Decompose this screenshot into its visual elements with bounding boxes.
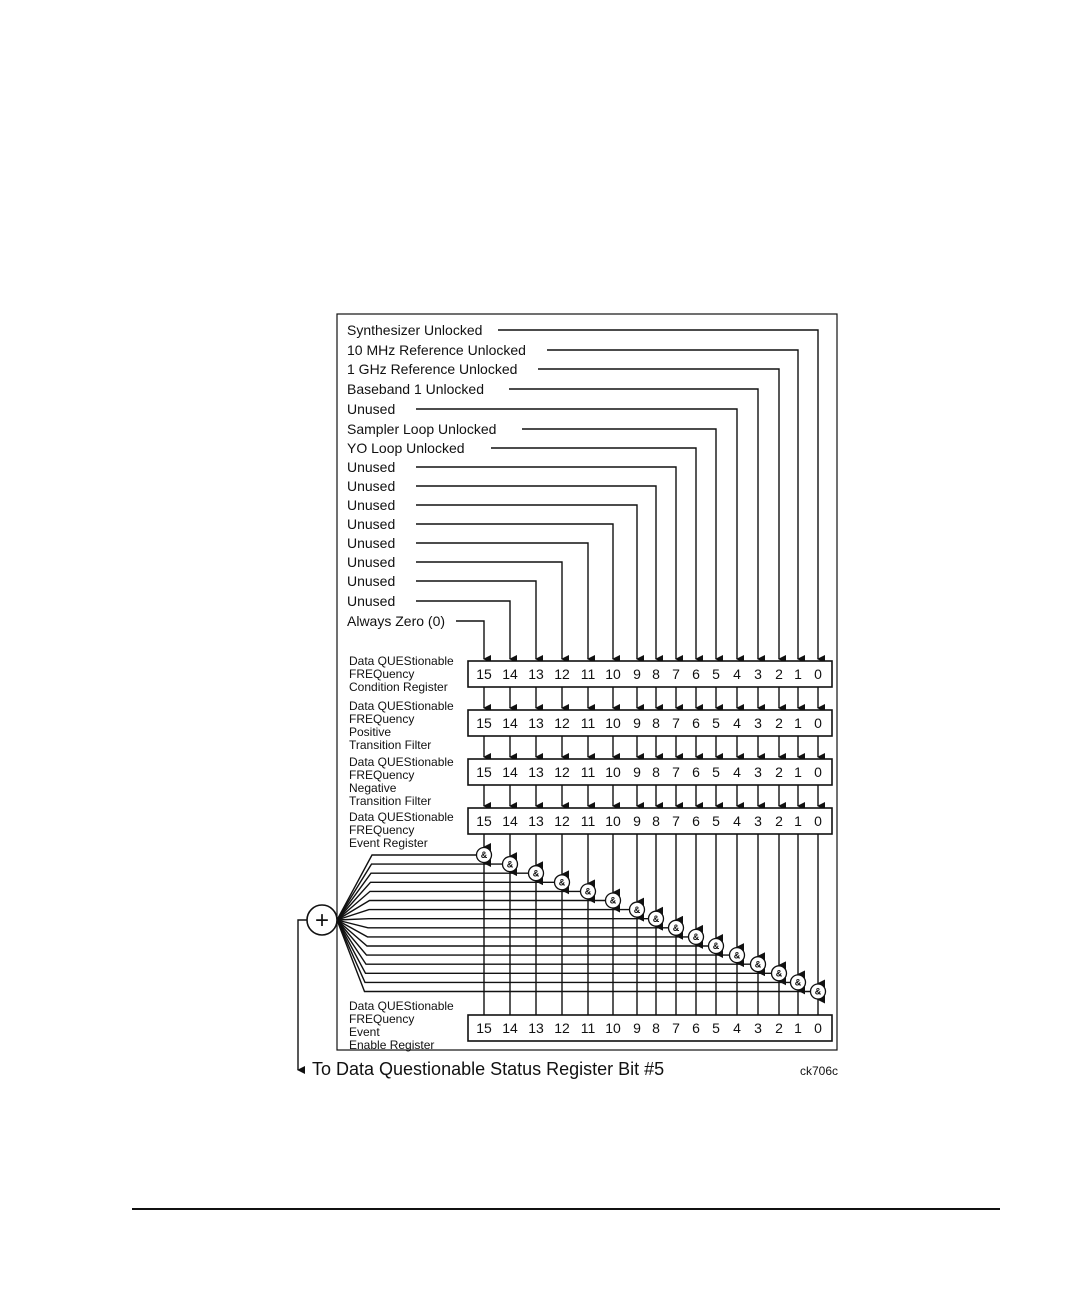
register-negative-bit-9: 9: [633, 764, 641, 780]
register-negative-bit-2: 2: [775, 764, 783, 780]
register-enable-bit-0: 0: [814, 1020, 822, 1036]
bit-line-0: [498, 330, 818, 659]
register-condition-bit-14: 14: [502, 666, 518, 682]
register-positive-bit-15: 15: [476, 715, 492, 731]
register-positive-bit-5: 5: [712, 715, 720, 731]
register-event-bit-1: 1: [794, 813, 802, 829]
register-positive-bit-4: 4: [733, 715, 741, 731]
register-label-negative-1: FREQuency: [349, 768, 415, 782]
register-negative-bit-10: 10: [605, 764, 621, 780]
bit-label-1: 10 MHz Reference Unlocked: [347, 342, 526, 358]
and-gate-8: [337, 834, 664, 1015]
output-line: [298, 920, 307, 1070]
register-positive-bit-1: 1: [794, 715, 802, 731]
register-negative-bit-13: 13: [528, 764, 544, 780]
bit-line-5: [522, 429, 716, 659]
and-gate-symbol-3: &: [754, 959, 762, 970]
and-gate-15: [337, 834, 492, 1015]
and-gate-symbol-5: &: [712, 941, 720, 952]
register-label-condition-0: Data QUEStionable: [349, 654, 454, 668]
register-negative-bit-7: 7: [672, 764, 680, 780]
register-negative-bit-3: 3: [754, 764, 762, 780]
register-negative-bit-8: 8: [652, 764, 660, 780]
and-gate-symbol-8: &: [652, 913, 660, 924]
and-gate-5: [337, 834, 724, 1015]
or-gate: [298, 905, 337, 1070]
register-label-enable-2: Event: [349, 1025, 380, 1039]
and-gate-symbol-4: &: [733, 950, 741, 961]
register-positive-bit-13: 13: [528, 715, 544, 731]
and-gates: [337, 834, 826, 1015]
register-label-condition-1: FREQuency: [349, 667, 415, 681]
register-condition-bit-1: 1: [794, 666, 802, 682]
register-event: [349, 808, 832, 850]
register-enable-bit-10: 10: [605, 1020, 621, 1036]
register-positive-bit-2: 2: [775, 715, 783, 731]
register-condition-bit-4: 4: [733, 666, 741, 682]
register-enable-bit-3: 3: [754, 1020, 762, 1036]
and-gate-symbol-13: &: [532, 868, 540, 879]
register-negative-bit-0: 0: [814, 764, 822, 780]
and-gate-symbol-6: &: [692, 932, 700, 943]
register-positive-bit-9: 9: [633, 715, 641, 731]
and-gate-symbol-1: &: [794, 977, 802, 988]
register-condition-bit-0: 0: [814, 666, 822, 682]
and-gate-9: [337, 834, 645, 1015]
and-gate-symbol-14: &: [506, 859, 514, 870]
register-label-negative-0: Data QUEStionable: [349, 755, 454, 769]
figure-code: ck706c: [800, 1064, 839, 1078]
register-label-positive-1: FREQuency: [349, 712, 415, 726]
register-positive-bit-3: 3: [754, 715, 762, 731]
register-positive-bit-6: 6: [692, 715, 700, 731]
footer: [312, 1059, 838, 1079]
gate-output-8: [337, 919, 648, 920]
and-gate-6: [337, 834, 704, 1015]
gate-output-11: [337, 891, 580, 920]
register-event-bit-9: 9: [633, 813, 641, 829]
register-enable-bit-9: 9: [633, 1020, 641, 1036]
register-enable-bit-8: 8: [652, 1020, 660, 1036]
register-enable-bit-1: 1: [794, 1020, 802, 1036]
register-label-positive-2: Positive: [349, 725, 392, 739]
register-enable-bit-13: 13: [528, 1020, 544, 1036]
register-enable: [349, 999, 832, 1052]
gate-output-3: [337, 920, 750, 964]
bit-line-10: [416, 524, 613, 659]
and-gate-0: [337, 834, 826, 1015]
bit-label-5: Sampler Loop Unlocked: [347, 421, 497, 437]
register-label-negative-3: Transition Filter: [349, 794, 432, 808]
and-gate-1: [337, 834, 806, 1015]
register-positive-bit-11: 11: [580, 715, 596, 731]
register-enable-bit-15: 15: [476, 1020, 492, 1036]
bit-label-6: YO Loop Unlocked: [347, 440, 465, 456]
and-gate-3: [337, 834, 766, 1015]
and-gate-11: [337, 834, 596, 1015]
register-positive-bit-8: 8: [652, 715, 660, 731]
register-condition-bit-5: 5: [712, 666, 720, 682]
or-gate-symbol: +: [314, 907, 330, 934]
register-condition-bit-7: 7: [672, 666, 680, 682]
bit-label-14: Unused: [347, 593, 396, 609]
register-positive-bit-10: 10: [605, 715, 621, 731]
register-condition-bit-11: 11: [580, 666, 596, 682]
bit-label-12: Unused: [347, 554, 396, 570]
register-event-bit-10: 10: [605, 813, 621, 829]
and-gate-symbol-15: &: [480, 850, 488, 861]
register-label-enable-0: Data QUEStionable: [349, 999, 454, 1013]
register-negative-bit-4: 4: [733, 764, 741, 780]
register-condition-bit-3: 3: [754, 666, 762, 682]
register-negative-bit-11: 11: [580, 764, 596, 780]
register-negative: [349, 755, 832, 808]
register-label-event-2: Event Register: [349, 836, 428, 850]
bit-line-12: [416, 562, 562, 659]
register-condition-bit-15: 15: [476, 666, 492, 682]
and-gate-symbol-0: &: [814, 986, 822, 997]
register-event-bit-8: 8: [652, 813, 660, 829]
bit-label-8: Unused: [347, 478, 396, 494]
and-gate-symbol-11: &: [584, 886, 592, 897]
output-label: To Data Questionable Status Register Bit #5: [312, 1059, 665, 1079]
bit-label-9: Unused: [347, 497, 396, 513]
register-negative-bit-12: 12: [554, 764, 570, 780]
register-label-enable-1: FREQuency: [349, 1012, 415, 1026]
bit-label-15: Always Zero (0): [347, 613, 446, 629]
gate-output-13: [337, 873, 528, 920]
bit-label-13: Unused: [347, 573, 396, 589]
bit-line-14: [416, 601, 510, 659]
register-event-bit-13: 13: [528, 813, 544, 829]
register-event-bit-5: 5: [712, 813, 720, 829]
register-event-bit-2: 2: [775, 813, 783, 829]
and-gate-symbol-12: &: [558, 877, 566, 888]
and-gate-symbol-9: &: [633, 904, 641, 915]
register-event-bit-11: 11: [580, 813, 596, 829]
register-negative-bit-15: 15: [476, 764, 492, 780]
bit-label-2: 1 GHz Reference Unlocked: [347, 361, 518, 377]
register-enable-bit-2: 2: [775, 1020, 783, 1036]
and-gate-14: [337, 834, 518, 1015]
register-negative-bit-1: 1: [794, 764, 802, 780]
register-enable-bit-5: 5: [712, 1020, 720, 1036]
bit-label-3: Baseband 1 Unlocked: [347, 381, 484, 397]
register-event-bit-0: 0: [814, 813, 822, 829]
register-positive-bit-7: 7: [672, 715, 680, 731]
register-enable-bit-12: 12: [554, 1020, 570, 1036]
register-condition-bit-2: 2: [775, 666, 783, 682]
register-condition-bit-13: 13: [528, 666, 544, 682]
register-negative-bit-5: 5: [712, 764, 720, 780]
and-gate-symbol-2: &: [775, 968, 783, 979]
register-event-bit-14: 14: [502, 813, 518, 829]
gate-output-7: [337, 920, 668, 928]
and-gate-symbol-10: &: [609, 895, 617, 906]
register-enable-bit-14: 14: [502, 1020, 518, 1036]
bit-label-lines: [347, 322, 818, 659]
register-positive-bit-12: 12: [554, 715, 570, 731]
register-event-bit-15: 15: [476, 813, 492, 829]
register-condition-bit-12: 12: [554, 666, 570, 682]
register-event-bit-6: 6: [692, 813, 700, 829]
and-gate-symbol-7: &: [672, 923, 680, 933]
register-condition-bit-6: 6: [692, 666, 700, 682]
bit-line-6: [491, 448, 696, 659]
register-negative-bit-6: 6: [692, 764, 700, 780]
register-positive: [349, 699, 832, 757]
register-enable-bit-7: 7: [672, 1020, 680, 1036]
register-enable-bit-4: 4: [733, 1020, 741, 1036]
register-negative-bit-14: 14: [502, 764, 518, 780]
register-label-negative-2: Negative: [349, 781, 397, 795]
register-event-bit-7: 7: [672, 813, 680, 829]
bit-label-7: Unused: [347, 459, 396, 475]
register-condition-bit-10: 10: [605, 666, 621, 682]
bit-label-4: Unused: [347, 401, 396, 417]
register-enable-bit-6: 6: [692, 1020, 700, 1036]
bit-line-9: [416, 505, 637, 659]
bit-label-11: Unused: [347, 535, 396, 551]
register-label-event-0: Data QUEStionable: [349, 810, 454, 824]
register-event-bit-3: 3: [754, 813, 762, 829]
register-positive-bit-0: 0: [814, 715, 822, 731]
bit-line-2: [538, 369, 779, 659]
bit-label-0: Synthesizer Unlocked: [347, 322, 483, 338]
register-enable-bit-11: 11: [580, 1020, 596, 1036]
page-rule: [132, 1208, 1000, 1210]
registers: [349, 654, 832, 1052]
register-label-positive-0: Data QUEStionable: [349, 699, 454, 713]
bit-line-15: [456, 621, 484, 659]
register-label-event-1: FREQuency: [349, 823, 415, 837]
register-condition-bit-8: 8: [652, 666, 660, 682]
register-event-bit-12: 12: [554, 813, 570, 829]
register-label-enable-3: Enable Register: [349, 1038, 435, 1052]
register-event-bit-4: 4: [733, 813, 741, 829]
and-gate-12: [337, 834, 570, 1015]
register-condition-bit-9: 9: [633, 666, 641, 682]
register-positive-bit-14: 14: [502, 715, 518, 731]
register-label-positive-3: Transition Filter: [349, 738, 432, 752]
register-label-condition-2: Condition Register: [349, 680, 448, 694]
bit-label-10: Unused: [347, 516, 396, 532]
